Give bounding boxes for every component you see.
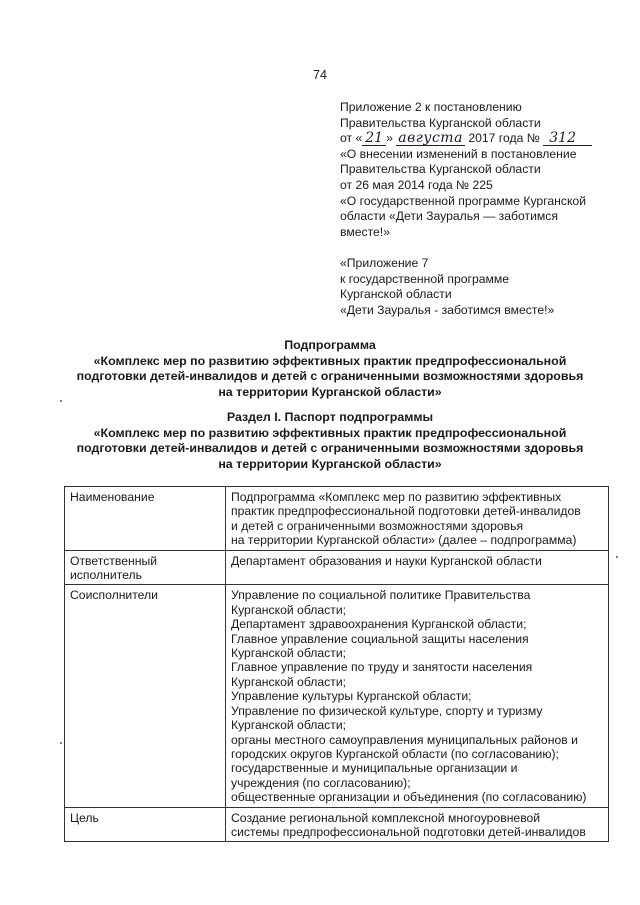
passport-value-line: Управление по физической культуре, спорту и туризму [231, 703, 543, 718]
section-title-line: «Комплекс мер по развитию эффективных практик предпрофессиональной [93, 425, 567, 440]
passport-row [65, 585, 609, 807]
appendix7-line: к государственной программе [340, 271, 510, 286]
section-title-line: Раздел I. Паспорт подпрограммы [226, 410, 434, 424]
passport-value-line: Курганской области; [231, 602, 347, 617]
passport-value-line: Подпрограмма «Комплекс мер по развитию эффективных [231, 490, 562, 504]
passport-value-line: Создание региональной комплексной многоуровневой [231, 810, 541, 825]
subprogram-title [40, 338, 620, 400]
appendix-line: области «Дети Зауралья — заботимся [340, 209, 559, 224]
passport-value-line: Управление по социальной политике Правительства [231, 588, 531, 603]
passport-value-cell [226, 585, 609, 807]
passport-value-line: Курганской области; [231, 674, 347, 689]
section-title [40, 410, 620, 472]
passport-value-cell [226, 550, 609, 585]
passport-value-line: Управление культуры Курганской области; [231, 689, 472, 704]
passport-label-cell [65, 487, 226, 551]
passport-table [64, 486, 609, 842]
date-mid: » [386, 131, 393, 146]
passport-value-line: Курганской области; [231, 718, 347, 733]
passport-value-line: органы местного самоуправления муниципальных районов и [231, 732, 578, 747]
scan-speck [60, 742, 62, 744]
subprogram-title-line: Подпрограмма [284, 338, 376, 352]
date-prefix: от « [340, 131, 363, 146]
passport-label-cell [65, 550, 226, 585]
passport-value-line: Главное управление по труду и занятости населения [231, 660, 533, 675]
passport-row [65, 487, 609, 551]
passport-value-line: Главное управление социальной защиты населения [231, 631, 529, 646]
scan-speck [60, 400, 62, 402]
passport-value-cell [226, 487, 609, 551]
handwritten-doc-number: 312 [543, 132, 592, 146]
section-title-line: подготовки детей-инвалидов и детей с ограниченными возможностями здоровья [76, 441, 584, 455]
passport-value-line: системы предпрофессиональной подготовки детей-инвалидов [231, 824, 586, 839]
appendix-header [340, 100, 630, 318]
passport-value-line: государственные и муниципальные организации и [231, 761, 518, 776]
subprogram-title-line: на территории Курганской области» [218, 384, 442, 399]
passport-label-cell [65, 585, 226, 807]
passport-label-cell [65, 807, 226, 842]
appendix-line: Приложение 2 к постановлению [340, 100, 522, 114]
passport-value-line: Курганской области; [231, 646, 347, 661]
passport-value-line: Департамент здравоохранения Курганской области; [231, 617, 527, 632]
passport-value-line: городских округов Курганской области (по согласованию); [231, 746, 559, 761]
appendix-line: от 26 мая 2014 года № 225 [340, 177, 493, 192]
passport-label-line: исполнитель [70, 568, 142, 583]
appendix-line: «О государственной программе Курганской [340, 193, 587, 208]
passport-value-line: на территории Курганской области» (далее – подпрограмма) [231, 533, 577, 548]
appendix-line: Правительства Курганской области [340, 162, 541, 177]
handwritten-day: 21 [362, 132, 386, 146]
appendix-line: вместе!» [340, 224, 390, 239]
passport-label-line: Ответственный [70, 553, 158, 568]
appendix7-line: Курганской области [340, 287, 452, 302]
appendix-line: Правительства Курганской области [340, 115, 541, 130]
passport-label-line: Цель [70, 810, 99, 825]
appendix7-line: «Дети Зауралья - заботимся вместе!» [340, 302, 555, 317]
date-suffix: 2017 года № [468, 131, 540, 146]
appendix7-line: «Приложение 7 [340, 255, 429, 270]
appendix-date-line [340, 131, 630, 147]
scan-speck [616, 556, 618, 558]
passport-value-line: учреждения (по согласованию); [231, 775, 411, 790]
handwritten-month: августа [398, 130, 463, 147]
appendix-line: «О внесении изменений в постановление [340, 146, 577, 161]
passport-label-line: Соисполнители [70, 588, 158, 603]
subprogram-title-line: «Комплекс мер по развитию эффективных практик предпрофессиональной [93, 353, 567, 368]
subprogram-title-line: подготовки детей-инвалидов и детей с ограниченными возможностями здоровья [76, 369, 584, 383]
passport-row [65, 807, 609, 842]
passport-value-line: Департамент образования и науки Курганской области [231, 553, 542, 568]
section-title-line: на территории Курганской области» [218, 456, 442, 471]
passport-row [65, 550, 609, 585]
passport-label-line: Наименование [70, 490, 155, 504]
page-number: 74 [313, 68, 327, 82]
passport-value-line: и детей с ограниченными возможностями здоровья [231, 518, 524, 533]
passport-value-line: общественные организации и объединения (по согласованию) [231, 790, 587, 805]
passport-value-line: практик предпрофессиональной подготовки детей-инвалидов [231, 504, 581, 519]
passport-value-cell [226, 807, 609, 842]
